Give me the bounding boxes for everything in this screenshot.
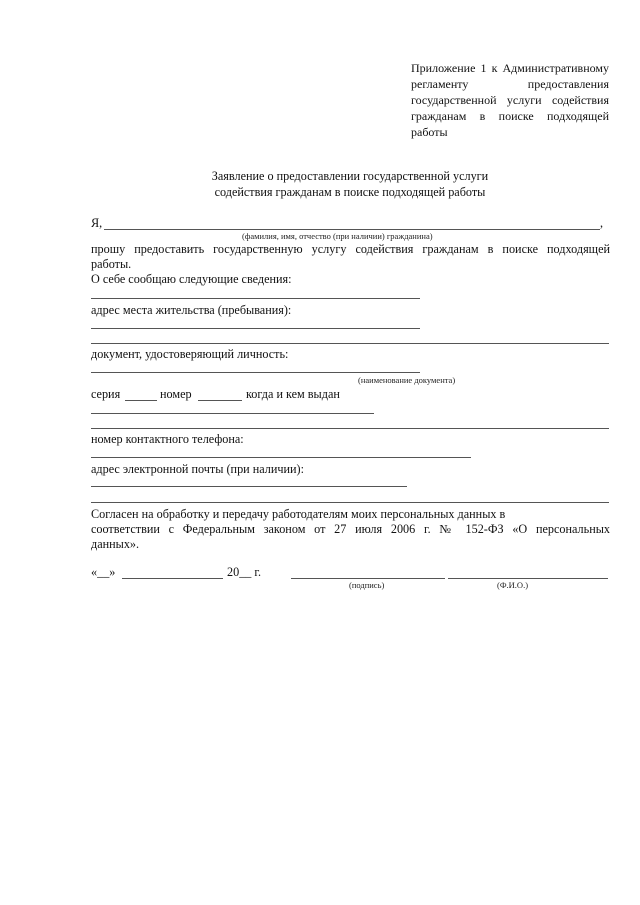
series-label: серия (91, 387, 121, 401)
fio-caption: (Ф.И.О.) (497, 580, 529, 590)
appendix-line-2: регламенту предоставления (411, 77, 609, 91)
address-field-line-1[interactable] (91, 328, 420, 329)
number-label: номер (160, 387, 192, 401)
email-label: адрес электронной почты (при наличии): (91, 462, 305, 476)
date-year: 20__ г. (227, 565, 262, 579)
issued-label: когда и кем выдан (246, 387, 340, 401)
fio-field[interactable] (448, 578, 608, 579)
identity-document-field[interactable] (91, 372, 420, 373)
appendix-line-3: государственной услуги содействия (411, 93, 609, 107)
request-line-2: работы. (91, 257, 132, 271)
signature-caption: (подпись) (349, 580, 385, 590)
request-line-1: прошу предоставить государственную услугу содействия гражданам в поиске подходящей (91, 242, 610, 256)
document-caption: (наименование документа) (358, 375, 456, 385)
email-field-line-1[interactable] (91, 486, 407, 487)
series-field[interactable] (125, 400, 157, 401)
email-field-line-2[interactable] (91, 502, 609, 503)
info-intro: О себе сообщаю следующие сведения: (91, 272, 292, 286)
consent-line-3: данных». (91, 537, 140, 551)
appendix-line-4: гражданам в поиске подходящей (411, 109, 609, 123)
appendix-line-1: Приложение 1 к Административному (411, 61, 609, 75)
address-label: адрес места жительства (пребывания): (91, 303, 292, 317)
consent-line-1: Согласен на обработку и передачу работодателям моих персональных данных в (91, 507, 506, 521)
phone-label: номер контактного телефона: (91, 432, 244, 446)
applicant-prefix: Я, (91, 216, 103, 230)
signature-field[interactable] (291, 578, 445, 579)
number-field[interactable] (198, 400, 242, 401)
appendix-line-5: работы (411, 125, 448, 139)
issued-field-line-2[interactable] (91, 428, 609, 429)
date-month-field[interactable] (122, 578, 223, 579)
consent-line-2: соответствии с Федеральным законом от 27 июля 2006 г. № 152-ФЗ «О персональных (91, 522, 610, 536)
applicant-caption: (фамилия, имя, отчество (при наличии) гражданина) (242, 231, 433, 241)
info-line-1[interactable] (91, 298, 420, 299)
address-field-line-2[interactable] (91, 343, 609, 344)
applicant-name-field[interactable] (104, 229, 600, 230)
document-title-line-1: Заявление о предоставлении государственной услуги (211, 169, 489, 183)
phone-field[interactable] (91, 457, 471, 458)
date-day: «__» (91, 565, 116, 579)
identity-document-label: документ, удостоверяющий личность: (91, 347, 289, 361)
document-title-line-2: содействия гражданам в поиске подходящей работы (214, 185, 486, 199)
issued-field-line-1[interactable] (91, 413, 374, 414)
applicant-suffix: , (600, 216, 604, 230)
